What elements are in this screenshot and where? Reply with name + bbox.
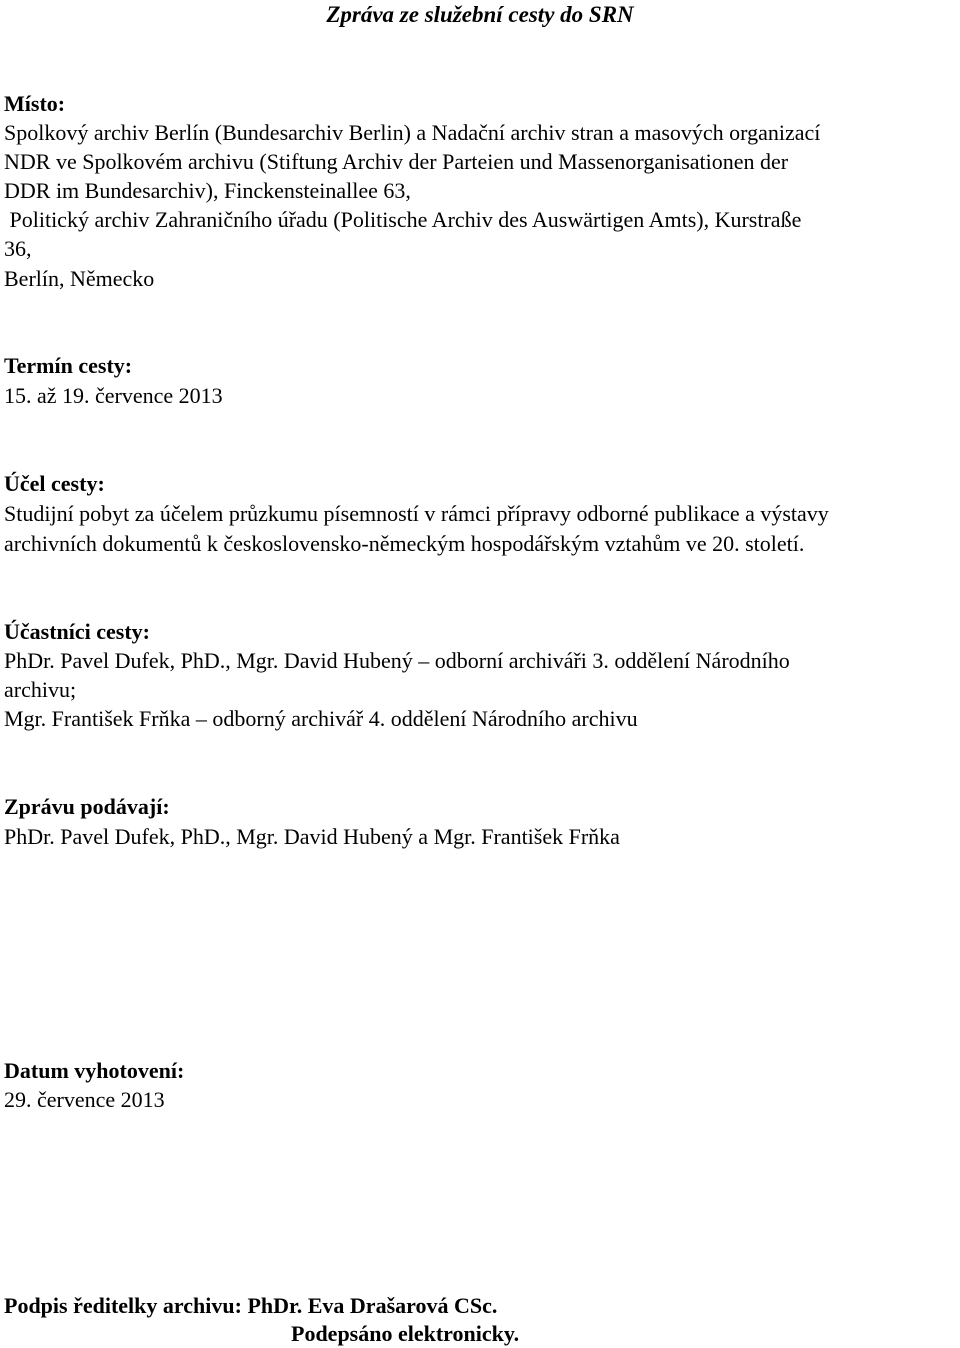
participants-line: archivu; (4, 677, 77, 702)
date-value: 29. července 2013 (4, 1087, 165, 1112)
date-heading: Datum vyhotovení: (4, 1058, 185, 1083)
purpose-line: Studijní pobyt za účelem průzkumu písemností v rámci přípravy odborné publikace a výstavy (4, 501, 829, 526)
purpose-line: archivních dokumentů k československo-německým hospodářským vztahům ve 20. století. (4, 531, 805, 556)
purpose-heading: Účel cesty: (4, 471, 105, 496)
participants-heading: Účastníci cesty: (4, 619, 151, 644)
place-line: Politický archiv Zahraničního úřadu (Politische Archiv des Auswärtigen Amts), Kurstraße (4, 207, 802, 232)
submitted-value: PhDr. Pavel Dufek, PhD., Mgr. David Hubený a Mgr. František Frňka (4, 824, 620, 849)
document-title: Zpráva ze služební cesty do SRN (326, 2, 634, 27)
place-heading: Místo: (4, 91, 66, 116)
place-line: Spolkový archiv Berlín (Bundesarchiv Berlin) a Nadační archiv stran a masových organizací (4, 120, 821, 145)
submitted-heading: Zprávu podávají: (4, 794, 170, 819)
signature-note: Podepsáno elektronicky. (291, 1321, 520, 1346)
participants-line: Mgr. František Frňka – odborný archivář 4. oddělení Národního archivu (4, 706, 638, 731)
term-heading: Termín cesty: (4, 353, 133, 378)
place-line: NDR ve Spolkovém archivu (Stiftung Archiv der Parteien und Massenorganisationen der (4, 149, 789, 174)
term-value: 15. až 19. července 2013 (4, 383, 223, 408)
place-line: Berlín, Německo (4, 266, 155, 291)
participants-line: PhDr. Pavel Dufek, PhD., Mgr. David Hubený – odborní archiváři 3. oddělení Národního (4, 648, 790, 673)
place-line: DDR im Bundesarchiv), Finckensteinallee 63, (4, 178, 411, 203)
signature-line: Podpis ředitelky archivu: PhDr. Eva Drašarová CSc. (4, 1293, 498, 1318)
place-line: 36, (4, 236, 32, 261)
